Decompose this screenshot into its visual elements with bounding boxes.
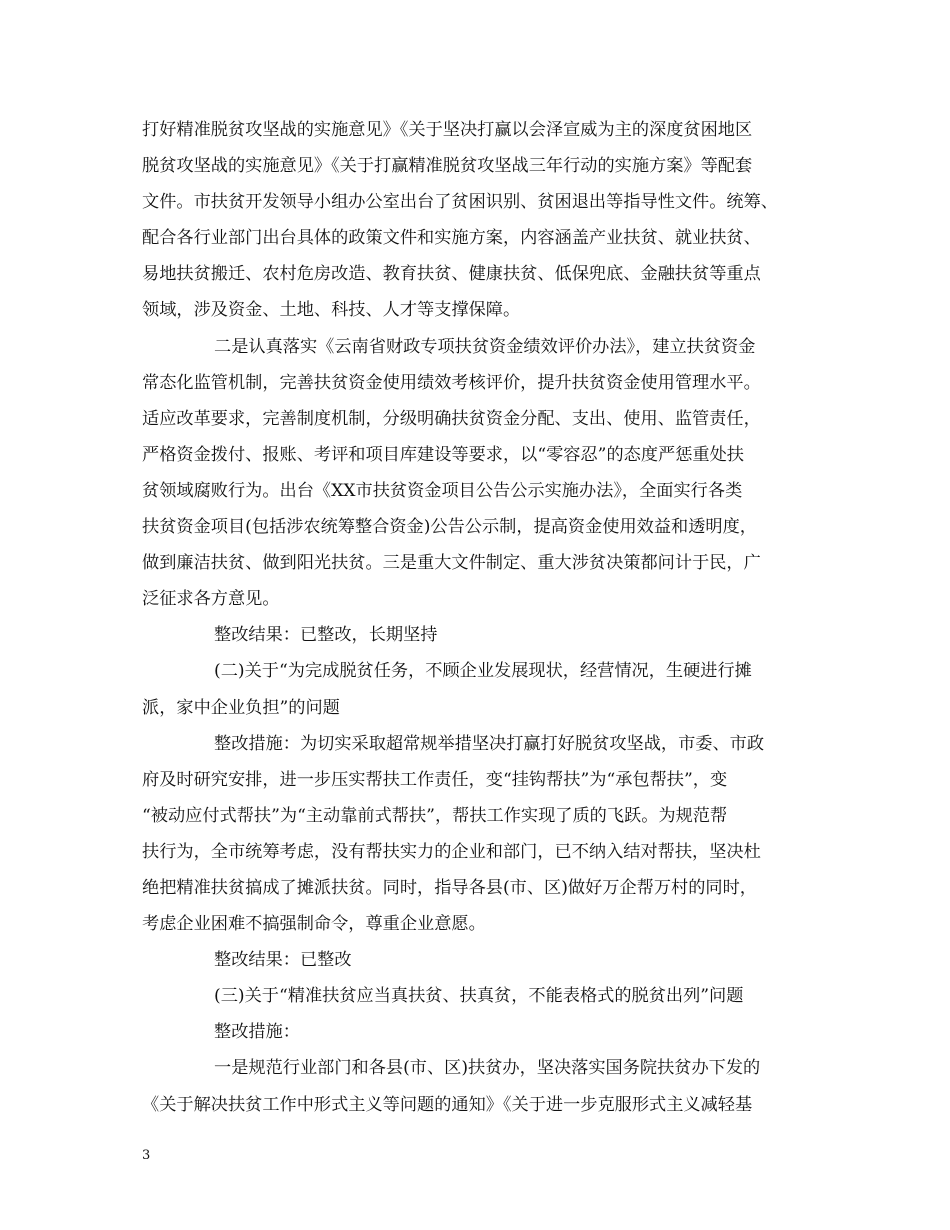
- text-line: 配合各行业部门出台具体的政策文件和实施方案，内容涵盖产业扶贫、就业扶贫、: [142, 228, 761, 249]
- text-line: 派，家中企业负担”的问题: [142, 697, 340, 718]
- text-line: 脱贫攻坚战的实施意见》《关于打赢精准脱贫攻坚战三年行动的实施方案》等配套: [142, 156, 753, 177]
- text-line: 严格资金拨付、报账、考评和项目库建设等要求，以“零容忍”的态度严惩重处扶: [142, 444, 744, 465]
- text-line: 一是规范行业部门和各县(市、区)扶贫办，坚决落实国务院扶贫办下发的: [214, 1058, 761, 1079]
- text-line: (二)关于“为完成脱贫任务，不顾企业发展现状，经营情况，生硬进行摊: [214, 661, 752, 682]
- text-line: 整改结果：已整改: [214, 950, 352, 971]
- text-line: 《关于解决扶贫工作中形式主义等问题的通知》《关于进一步克服形式主义减轻基: [142, 1094, 753, 1115]
- text-line: 易地扶贫搬迁、农村危房改造、教育扶贫、健康扶贫、低保兜底、金融扶贫等重点: [142, 264, 761, 285]
- text-line: 整改结果：已整改，长期坚持: [214, 625, 438, 646]
- text-line: (三)关于“精准扶贫应当真扶贫、扶真贫，不能表格式的脱贫出列”问题: [214, 986, 744, 1007]
- text-line: 绝把精准扶贫搞成了摊派扶贫。同时，指导各县(市、区)做好万企帮万村的同时，: [142, 877, 757, 898]
- text-line: 二是认真落实《云南省财政专项扶贫资金绩效评价办法》，建立扶贫资金: [214, 336, 756, 357]
- text-line: 做到廉洁扶贫、做到阳光扶贫。三是重大文件制定、重大涉贫决策都问计于民，广: [142, 553, 761, 574]
- text-line: “被动应付式帮扶”为“主动靠前式帮扶”，帮扶工作实现了质的飞跃。为规范帮: [142, 805, 728, 826]
- text-line: 常态化监管机制，完善扶贫资金使用绩效考核评价，提升扶贫资金使用管理水平。: [142, 372, 761, 393]
- text-line: 贫领域腐败行为。出台《XX市扶贫资金项目公告公示实施办法》，全面实行各类: [142, 480, 743, 501]
- text-line: 整改措施：: [214, 1022, 300, 1043]
- text-line: 整改措施：为切实采取超常规举措坚决打赢打好脱贫攻坚战，市委、市政: [214, 733, 765, 754]
- text-line: 打好精准脱贫攻坚战的实施意见》《关于坚决打赢以会泽宣威为主的深度贫困地区: [142, 120, 753, 140]
- page-number: 3: [142, 1148, 151, 1163]
- text-line: 考虑企业困难不搞强制命令，尊重企业意愿。: [142, 914, 486, 935]
- document-body: [142, 112, 810, 1123]
- text-line: 扶贫资金项目(包括涉农统筹整合资金)公告公示制，提高资金使用效益和透明度，: [142, 517, 757, 538]
- text-line: 府及时研究安排，进一步压实帮扶工作责任，变“挂钩帮扶”为“承包帮扶”，变: [142, 769, 728, 790]
- text-line: 文件。市扶贫开发领导小组办公室出台了贫困识别、贫困退出等指导性文件。统筹、: [142, 192, 778, 213]
- text-line: 领域，涉及资金、土地、科技、人才等支撑保障。: [142, 300, 521, 321]
- text-line: 适应改革要求，完善制度机制，分级明确扶贫资金分配、支出、使用、监管责任，: [142, 408, 761, 429]
- text-line: 泛征求各方意见。: [142, 589, 280, 610]
- text-line: 扶行为，全市统筹考虑，没有帮扶实力的企业和部门，已不纳入结对帮扶，坚决杜: [142, 841, 761, 862]
